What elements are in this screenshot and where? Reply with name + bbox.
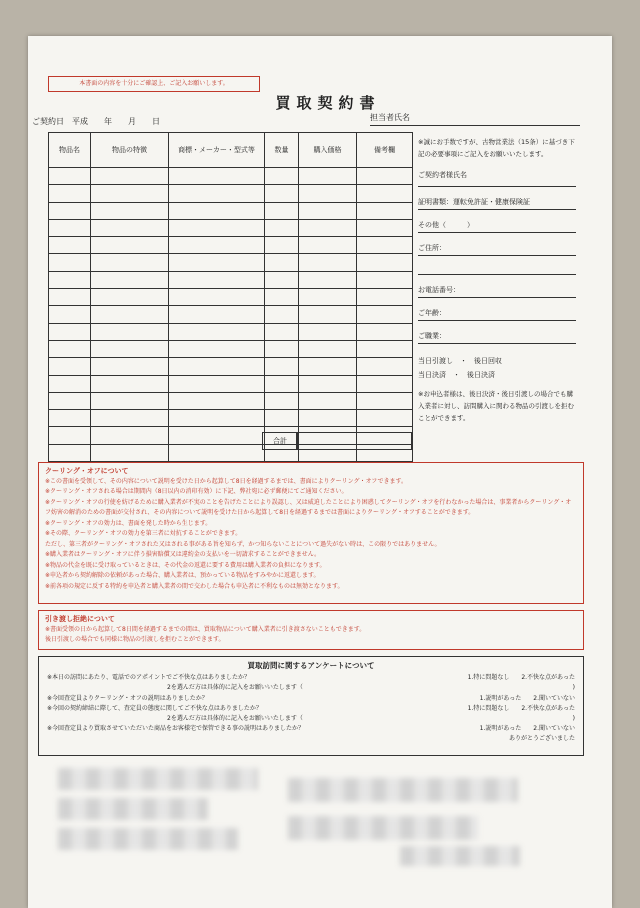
- table-row: [49, 289, 413, 306]
- page-title: 買取契約書: [275, 94, 381, 112]
- table-row: [49, 358, 413, 375]
- table-cell[interactable]: [169, 358, 265, 375]
- table-cell[interactable]: [169, 168, 265, 185]
- table-cell[interactable]: [169, 202, 265, 219]
- table-cell[interactable]: [169, 427, 265, 444]
- table-cell[interactable]: [299, 219, 357, 236]
- table-cell[interactable]: [49, 427, 91, 444]
- table-cell[interactable]: [49, 358, 91, 375]
- table-cell[interactable]: [91, 410, 169, 427]
- redacted-block: [288, 816, 478, 840]
- table-cell[interactable]: [49, 375, 91, 392]
- table-cell[interactable]: [357, 306, 413, 323]
- table-cell[interactable]: [169, 185, 265, 202]
- cooling-off-line: ※クーリング・オフされる場合は期間内（8日以内の消印有効）に下記、弊社宛に必ず郵便にてご通知ください。: [45, 488, 348, 495]
- table-cell[interactable]: [49, 237, 91, 254]
- survey-q4-options[interactable]: 1.説明があった 2.聞いていない: [479, 725, 575, 733]
- table-cell[interactable]: [299, 340, 357, 357]
- cooling-off-line: ※クーリング・オフの行使を妨げるために購入業者が不実のことを告げたことにより誤認し、又は威迫したことにより困惑してクーリング・オフを行わなかった場合は、事業者からクーリング・オフ妨害の解消のための書面が交付され、その内容について説明を受けた日から起算して8日を経過するまでは書面によりクーリング・オフすることができます。: [45, 498, 572, 516]
- survey-q1-options[interactable]: 1.特に問題なし 2.不快な点があった: [467, 674, 575, 682]
- refusal-section: [38, 610, 584, 650]
- table-row: [49, 271, 413, 288]
- table-cell[interactable]: [299, 358, 357, 375]
- table-cell[interactable]: [91, 323, 169, 340]
- cooling-off-line: ただし、第三者がクーリング・オフされた又はされる事がある旨を知らず、かつ知らないことについて過失がない時は、この限りではありません。: [45, 540, 441, 548]
- table-cell[interactable]: [357, 271, 413, 288]
- table-cell[interactable]: [91, 392, 169, 409]
- table-cell[interactable]: [265, 271, 299, 288]
- cooling-off-line: ※その際、クーリング・オフの効力を第三者に対抗することができます。: [45, 530, 242, 537]
- table-cell[interactable]: [357, 323, 413, 340]
- table-cell[interactable]: [357, 254, 413, 271]
- col-header-item: 物品名: [49, 133, 91, 168]
- cooling-off-line: ※物品の代金を既に受け取っているときは、その代金の返還に要する費用は購入業者の負担になります。: [45, 561, 326, 569]
- table-cell[interactable]: [49, 219, 91, 236]
- table-row: [49, 185, 413, 202]
- table-cell[interactable]: [265, 358, 299, 375]
- refusal-line: ※書面受領の日から起算して8日間を経過するまでの間は、買取物品について購入業者に引き渡さないこともできます。: [45, 625, 366, 633]
- cooling-off-line: ※この書面を受領して、その内容について説明を受けた日から起算して8日を経過するまでは、書面によりクーリング・オフできます。: [45, 477, 408, 485]
- col-header-remarks: 備考欄: [357, 133, 413, 168]
- survey-q3: ※今回の契約締結に際して、査定員の態度に関してご不快な点はありましたか？: [47, 704, 262, 712]
- table-cell[interactable]: [91, 306, 169, 323]
- col-header-brand: 商標・メーカー・型式等: [169, 133, 265, 168]
- close-paren: ): [572, 715, 575, 723]
- table-cell[interactable]: [357, 219, 413, 236]
- table-cell[interactable]: [169, 340, 265, 357]
- survey-q2: ※今回査定員よりクーリング・オフの説明はありましたか？: [47, 694, 208, 702]
- cooling-off-line: ※クーリング・オフの効力は、書面を発した時から生じます。: [45, 519, 212, 527]
- table-cell[interactable]: [91, 289, 169, 306]
- table-cell[interactable]: [299, 375, 357, 392]
- table-cell[interactable]: [169, 392, 265, 409]
- col-header-price: 購入価格: [299, 133, 357, 168]
- survey-section: [38, 656, 584, 756]
- table-cell[interactable]: [265, 185, 299, 202]
- other-id-field[interactable]: その他（ ）: [418, 218, 576, 233]
- table-cell[interactable]: [91, 271, 169, 288]
- table-cell[interactable]: [169, 271, 265, 288]
- table-cell[interactable]: [357, 375, 413, 392]
- staff-name-field: 担当者氏名: [370, 112, 580, 126]
- redacted-block: [400, 846, 520, 866]
- refusal-line: 後日引渡しの場合でも同様に物品の引渡しを拒むことができます。: [45, 636, 225, 643]
- survey-q1: ※本日の訪問にあたり、電話でのアポイントでご不快な点はありましたか？: [47, 674, 251, 682]
- table-cell[interactable]: [49, 392, 91, 409]
- table-cell[interactable]: [357, 168, 413, 185]
- customer-info-section: [418, 136, 576, 424]
- table-cell[interactable]: [91, 237, 169, 254]
- table-cell[interactable]: [49, 202, 91, 219]
- table-cell[interactable]: [265, 219, 299, 236]
- cooling-off-section: [38, 462, 584, 604]
- table-cell[interactable]: [169, 375, 265, 392]
- total-label: 合計: [262, 432, 298, 450]
- address-field-line2[interactable]: [418, 260, 576, 275]
- table-cell[interactable]: [357, 202, 413, 219]
- table-cell[interactable]: [265, 168, 299, 185]
- age-field[interactable]: ご年齢：: [418, 306, 576, 321]
- table-row: [49, 237, 413, 254]
- table-cell[interactable]: [299, 289, 357, 306]
- table-row: [49, 340, 413, 357]
- table-cell[interactable]: [299, 237, 357, 254]
- table-cell[interactable]: [49, 444, 91, 461]
- table-cell[interactable]: [169, 323, 265, 340]
- table-cell[interactable]: [91, 254, 169, 271]
- table-cell[interactable]: [49, 289, 91, 306]
- table-cell[interactable]: [265, 410, 299, 427]
- table-cell[interactable]: [49, 185, 91, 202]
- table-cell[interactable]: [299, 185, 357, 202]
- table-cell[interactable]: [357, 237, 413, 254]
- refusal-note: ※お申込者様は、後日決済・後日引渡しの場合でも購入業者に対し、訪問購入に関わる物品の引渡しを拒むことができます。: [418, 390, 574, 422]
- table-cell[interactable]: [299, 410, 357, 427]
- table-cell[interactable]: [49, 323, 91, 340]
- redacted-block: [288, 778, 518, 802]
- table-cell[interactable]: [169, 444, 265, 461]
- table-cell[interactable]: [265, 289, 299, 306]
- table-cell[interactable]: [169, 237, 265, 254]
- table-cell[interactable]: [357, 358, 413, 375]
- id-document-field[interactable]: 証明書類：運転免許証・健康保険証: [418, 195, 576, 210]
- table-cell[interactable]: [357, 289, 413, 306]
- table-cell[interactable]: [49, 410, 91, 427]
- delivery-option[interactable]: 当日引渡し ・ 後日回収: [418, 357, 502, 365]
- cooling-off-line: ※前各項の規定に反する特約を申込者と購入業者の間で交わした場合も申込者に不利なものは無効となります。: [45, 582, 344, 590]
- customer-name-field[interactable]: ご契約者様氏名: [418, 168, 576, 187]
- table-cell[interactable]: [91, 444, 169, 461]
- table-cell[interactable]: [91, 202, 169, 219]
- table-row: [49, 219, 413, 236]
- table-cell[interactable]: [91, 375, 169, 392]
- table-cell[interactable]: [265, 237, 299, 254]
- table-cell[interactable]: [169, 254, 265, 271]
- survey-q1-detail[interactable]: 2を選んだ方は具体的に記入をお願いいたします（: [167, 684, 303, 692]
- notice-box: 本書面の内容を十分にご確認上、ご記入お願いします。: [48, 76, 260, 92]
- payment-option[interactable]: 当日決済 ・ 後日決済: [418, 371, 495, 379]
- survey-q2-options[interactable]: 1.説明があった 2.聞いていない: [479, 694, 575, 702]
- table-cell[interactable]: [299, 392, 357, 409]
- table-cell[interactable]: [357, 185, 413, 202]
- redacted-block: [58, 828, 238, 850]
- close-paren: ): [572, 684, 575, 692]
- redacted-block: [58, 798, 208, 820]
- cooling-off-heading: クーリング・オフについて: [45, 467, 129, 475]
- table-cell[interactable]: [299, 323, 357, 340]
- info-note: ※誠にお手数ですが、古物営業法（15条）に基づき下記の必要事項にご記入をお願いいたします。: [418, 138, 575, 158]
- job-field[interactable]: ご職業：: [418, 329, 576, 344]
- table-row: [49, 323, 413, 340]
- table-cell[interactable]: [299, 271, 357, 288]
- table-row: [49, 410, 413, 427]
- table-cell[interactable]: [91, 185, 169, 202]
- table-cell[interactable]: [357, 392, 413, 409]
- table-cell[interactable]: [265, 375, 299, 392]
- table-cell[interactable]: [357, 410, 413, 427]
- table-cell[interactable]: [357, 340, 413, 357]
- total-value-cell[interactable]: [296, 432, 412, 450]
- redacted-block: [58, 768, 258, 790]
- table-cell[interactable]: [265, 323, 299, 340]
- table-cell[interactable]: [265, 340, 299, 357]
- table-row: [49, 254, 413, 271]
- table-cell[interactable]: [91, 340, 169, 357]
- cooling-off-line: ※購入業者はクーリング・オフに伴う損害賠償又は違約金の支払いを一切請求することができません。: [45, 551, 321, 558]
- table-cell[interactable]: [265, 392, 299, 409]
- col-header-features: 物品の特徴: [91, 133, 169, 168]
- survey-q3-detail[interactable]: 2を選んだ方は具体的に記入をお願いいたします（: [167, 715, 303, 723]
- col-header-qty: 数量: [265, 133, 299, 168]
- table-cell[interactable]: [49, 271, 91, 288]
- table-cell[interactable]: [299, 306, 357, 323]
- phone-field[interactable]: お電話番号：: [418, 283, 576, 298]
- address-field[interactable]: ご住所：: [418, 241, 576, 256]
- table-cell[interactable]: [299, 168, 357, 185]
- table-cell[interactable]: [299, 202, 357, 219]
- table-cell[interactable]: [91, 427, 169, 444]
- table-row: [49, 375, 413, 392]
- table-cell[interactable]: [49, 254, 91, 271]
- table-cell[interactable]: [169, 289, 265, 306]
- table-cell[interactable]: [265, 306, 299, 323]
- table-cell[interactable]: [169, 410, 265, 427]
- contract-date: ご契約日 平成 年 月 日: [32, 117, 160, 126]
- table-cell[interactable]: [91, 358, 169, 375]
- table-row: [49, 168, 413, 185]
- table-row: [49, 202, 413, 219]
- table-cell[interactable]: [169, 306, 265, 323]
- table-row: [49, 392, 413, 409]
- cooling-off-line: ※申込者から契約解除の依頼があった場合、購入業者は、預かっている物品をすみやかに返還します。: [45, 572, 320, 579]
- survey-q4: ※今回査定員より買取させていただいた商品をお客様宅で保管できる事の説明はありましたか？: [47, 725, 305, 733]
- table-cell[interactable]: [49, 306, 91, 323]
- thanks-text: ありがとうございました: [508, 735, 575, 743]
- table-cell[interactable]: [91, 219, 169, 236]
- table-cell[interactable]: [49, 168, 91, 185]
- table-cell[interactable]: [265, 202, 299, 219]
- survey-heading: 買取訪問に関するアンケートについて: [247, 661, 375, 670]
- table-cell[interactable]: [265, 254, 299, 271]
- refusal-heading: 引き渡し拒絶について: [45, 615, 115, 623]
- table-cell[interactable]: [299, 254, 357, 271]
- table-row: [49, 306, 413, 323]
- table-cell[interactable]: [169, 219, 265, 236]
- table-cell[interactable]: [49, 340, 91, 357]
- items-table: [48, 132, 413, 462]
- survey-q3-options[interactable]: 1.特に問題なし 2.不快な点があった: [467, 704, 575, 712]
- table-cell[interactable]: [91, 168, 169, 185]
